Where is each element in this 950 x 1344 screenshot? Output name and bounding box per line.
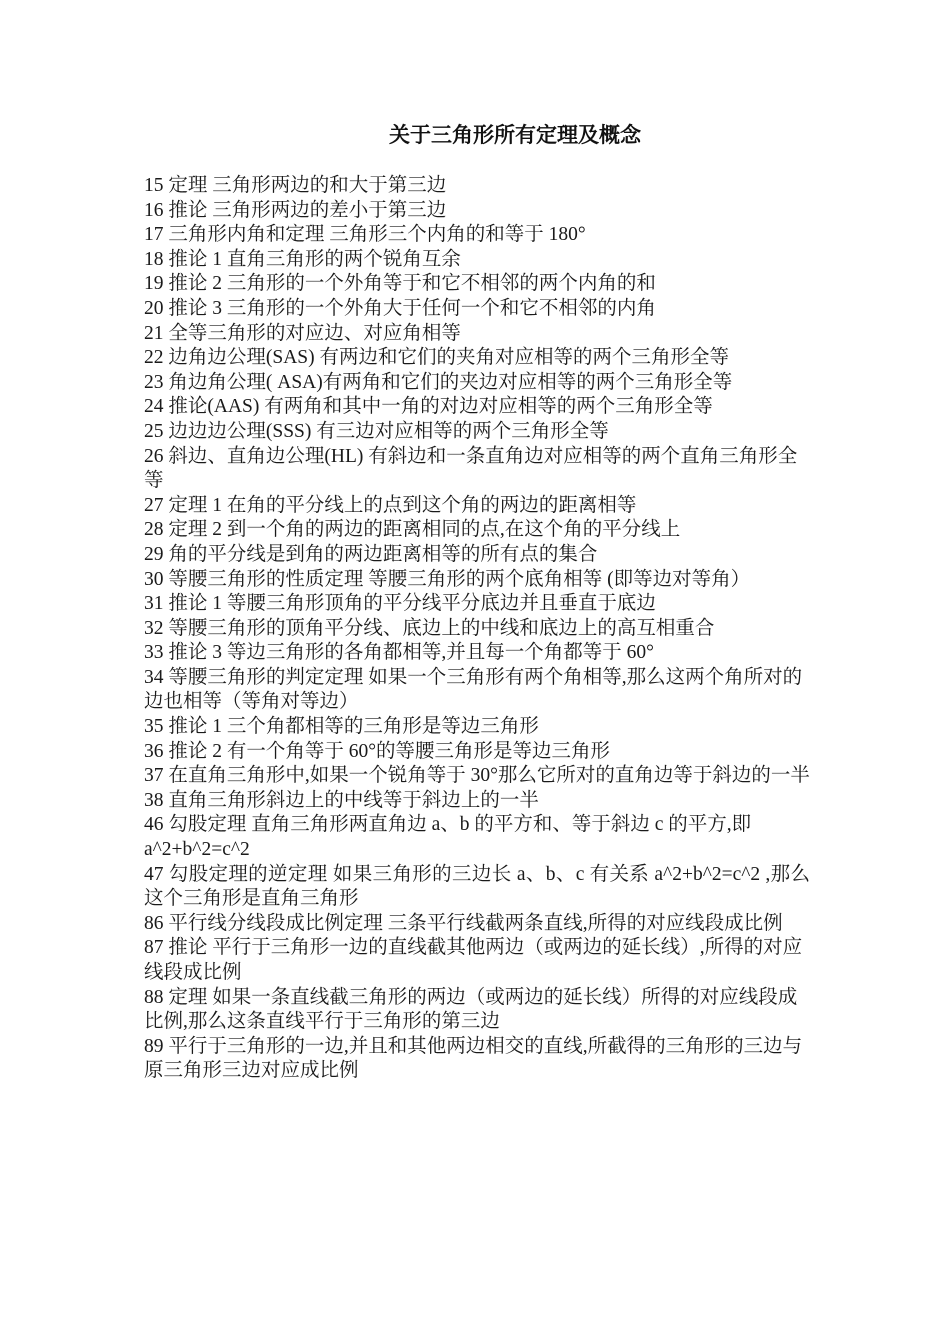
document-title: 关于三角形所有定理及概念: [389, 123, 641, 147]
theorem-item-36: 36 推论 2 有一个角等于 60°的等腰三角形是等边三角形: [144, 740, 611, 762]
theorem-item-26: 26 斜边、直角边公理(HL) 有斜边和一条直角边对应相等的两个直角三角形全等: [144, 445, 798, 492]
theorem-item-15: 15 定理 三角形两边的和大于第三边: [144, 175, 447, 196]
theorem-item-24: 24 推论(AAS) 有两角和其中一角的对边对应相等的两个三角形全等: [144, 396, 713, 418]
theorem-item-46: 46 勾股定理 直角三角形两直角边 a、b 的平方和、等于斜边 c 的平方,即 a^2+b^2=c^2: [144, 814, 752, 861]
theorem-item-30: 30 等腰三角形的性质定理 等腰三角形的两个底角相等 (即等边对等角）: [144, 568, 751, 590]
theorem-item-31: 31 推论 1 等腰三角形顶角的平分线平分底边并且垂直于底边: [144, 593, 656, 615]
theorem-item-17: 17 三角形内角和定理 三角形三个内角的和等于 180°: [144, 224, 586, 246]
theorem-item-47: 47 勾股定理的逆定理 如果三角形的三边长 a、b、c 有关系 a^2+b^2=c^2 ,那么这个三角形是直角三角形: [144, 863, 810, 910]
theorem-item-34: 34 等腰三角形的判定定理 如果一个三角形有两个角相等,那么这两个角所对的边也相等（等角对等边）: [144, 666, 803, 713]
theorem-item-27: 27 定理 1 在角的平分线上的点到这个角的两边的距离相等: [144, 494, 637, 516]
theorem-item-86: 86 平行线分线段成比例定理 三条平行线截两条直线,所得的对应线段成比例: [144, 912, 783, 934]
theorem-item-33: 33 推论 3 等边三角形的各角都相等,并且每一个角都等于 60°: [144, 642, 654, 664]
theorem-item-87: 87 推论 平行于三角形一边的直线截其他两边（或两边的延长线）,所得的对应线段成比例: [144, 937, 803, 983]
theorem-item-38: 38 直角三角形斜边上的中线等于斜边上的一半: [144, 789, 539, 811]
theorem-item-35: 35 推论 1 三个角都相等的三角形是等边三角形: [144, 716, 539, 738]
theorem-item-32: 32 等腰三角形的顶角平分线、底边上的中线和底边上的高互相重合: [144, 617, 715, 639]
theorem-item-21: 21 全等三角形的对应边、对应角相等: [144, 322, 461, 344]
theorem-item-25: 25 边边边公理(SSS) 有三边对应相等的两个三角形全等: [144, 420, 609, 442]
theorem-item-29: 29 角的平分线是到角的两边距离相等的所有点的集合: [144, 543, 598, 565]
theorem-item-23: 23 角边角公理( ASA)有两角和它们的夹边对应相等的两个三角形全等: [144, 371, 733, 393]
theorem-item-19: 19 推论 2 三角形的一个外角等于和它不相邻的两个内角的和: [144, 273, 656, 295]
theorem-item-37: 37 在直角三角形中,如果一个锐角等于 30°那么它所对的直角边等于斜边的一半: [144, 765, 810, 787]
theorem-item-18: 18 推论 1 直角三角形的两个锐角互余: [144, 248, 461, 270]
theorem-item-89: 89 平行于三角形的一边,并且和其他两边相交的直线,所截得的三角形的三边与原三角形三边对应成比例: [144, 1035, 803, 1082]
theorem-item-28: 28 定理 2 到一个角的两边的距离相同的点,在这个角的平分线上: [144, 519, 681, 541]
theorem-item-20: 20 推论 3 三角形的一个外角大于任何一个和它不相邻的内角: [144, 297, 656, 319]
theorem-item-88: 88 定理 如果一条直线截三角形的两边（或两边的延长线）所得的对应线段成比例,那么这条直线平行于三角形的第三边: [144, 986, 798, 1033]
theorem-item-22: 22 边角边公理(SAS) 有两边和它们的夹角对应相等的两个三角形全等: [144, 347, 730, 369]
theorem-list: [144, 174, 810, 1084]
theorem-item-16: 16 推论 三角形两边的差小于第三边: [144, 199, 447, 221]
